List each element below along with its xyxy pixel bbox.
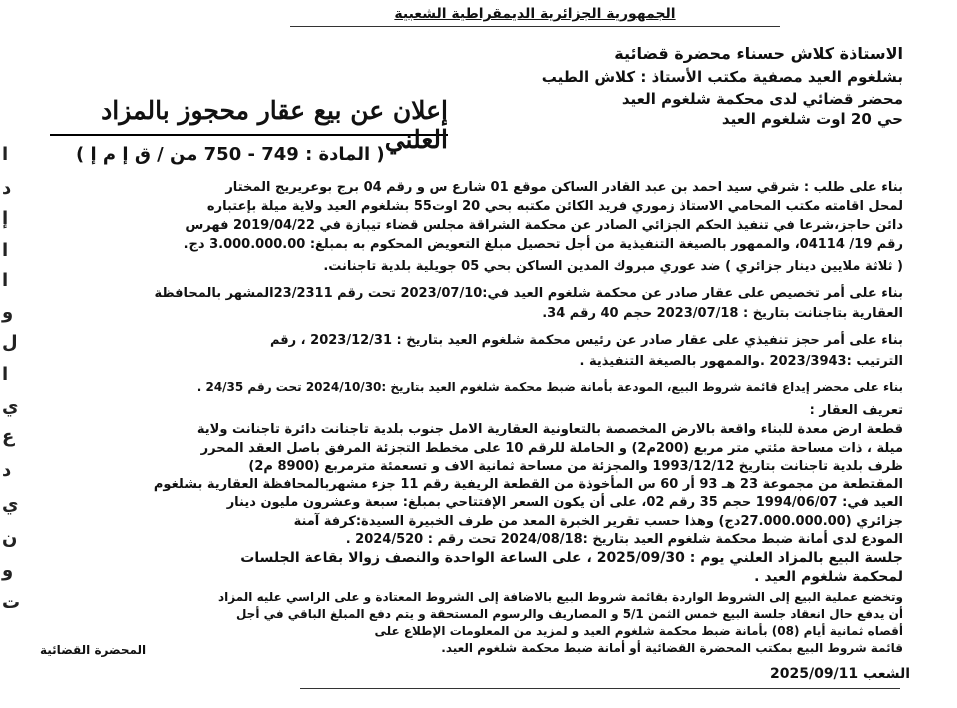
body-line: ميلة ، ذات مساحة مئتي متر مربع (200م2) و الحاملة للرقم 10 على مخطط التجزئة المرفق باصل العقد المحرر	[200, 441, 903, 456]
edge-letter: إ	[2, 208, 9, 229]
body-line: بناء على أمر تخصيص على عقار صادر عن محكمة شلغوم العيد في:2023/07/10 تحت رقم 23/2311المشهر بالمحافظة	[154, 286, 903, 301]
office-line-3: محضر قضائي لدى محكمة شلغوم العيد	[621, 90, 903, 108]
body-line: لمحكمة شلغوم العيد .	[754, 569, 903, 585]
body-line: قطعة ارض معدة للبناء واقعة بالارض المخصصة بالتعاونية العقارية الامل جنوب بلدية تاجنانت دائرة تاجنانت ولاية	[196, 422, 903, 437]
publication-footer: الشعب 2025/09/11	[770, 666, 911, 682]
republic-heading: الجمهورية الجزائرية الديمقراطية الشعبية	[394, 6, 676, 22]
body-line: المقتطعة من مجموعة 23 هـ 93 أر 60 س المأخوذة من القطعة الريفية رقم 11 جزء مشهربالمحافظة العقارية بشلغوم	[153, 477, 903, 492]
edge-letter: د	[2, 178, 12, 199]
body-line: بناء على محضر إيداع قائمة شروط البيع، المودعة بأمانة ضبط محكمة شلغوم العيد بتاريخ :2024/10/30 تحت رقم 24/35 .	[196, 380, 903, 394]
body-line: جزائري (27.000.000.00دج) وهذا حسب تقرير الخبرة المعد من طرف الخبيرة السيدة:كرفة آمنة	[293, 514, 903, 529]
office-line-4: حي 20 اوت شلغوم العيد	[721, 110, 903, 128]
body-line: رقم 19/ 04114، والممهور بالصيغة التنفيذية من أجل تحصيل مبلغ التعويض المحكوم به بمبلغ: 3.000.000.00 دج.	[183, 237, 903, 252]
body-line: العقارية بتاجنانت بتاريخ : 2023/07/18 حجم 40 رقم 34.	[542, 306, 903, 321]
body-line: الترتيب :2023/3943 .والممهور بالصيغة التنفيذية .	[579, 354, 903, 369]
announcement-title: إعلان عن بيع عقار محجوز بالمزاد العلني	[50, 96, 448, 136]
edge-letter: ن	[2, 528, 18, 549]
edge-letter: و	[2, 560, 14, 581]
top-divider	[290, 26, 780, 27]
edge-letter: ا	[2, 270, 9, 291]
edge-letter: ي	[2, 494, 19, 515]
edge-letter: ل	[2, 332, 18, 353]
adjacent-column-edge	[0, 130, 22, 690]
edge-letter: ا	[2, 364, 9, 385]
body-line: لمحل اقامته مكتب المحامي الاستاذ زموري فريد الكائن مكتبه بحي 20 اوت55 بشلغوم العيد ولاية ميلة بإعتباره	[206, 199, 903, 214]
body-line: ظرف بلدية تاجنانت بتاريخ 1993/12/12 والمجزئة من مساحة ثمانية الاف و تسعمئة مترمربع (8900 م2)	[248, 459, 903, 474]
body-line: بناء على طلب : شرقي سيد احمد بن عبد القادر الساكن موقع 01 شارع س و رقم 04 برج بوعريريج المختار	[225, 180, 903, 195]
body-line: قائمة شروط البيع بمكتب المحضرة القضائية أو أمانة ضبط محكمة شلغوم العيد.	[441, 641, 903, 655]
office-line-2: بشلغوم العيد مصفية مكتب الأستاذ : كلاش الطيب	[541, 68, 903, 86]
bottom-divider	[300, 688, 900, 689]
signature: المحضرة القضائية	[40, 643, 147, 657]
office-line-1: الاستاذة كلاش حسناء محضرة قضائية	[614, 44, 903, 63]
body-line: دائن حاجز،شرعا في تنفيذ الحكم الجزائي الصادر عن محكمة الشراقة مجلس قضاء تيبازة في 2019/04/22 فهرس	[185, 218, 903, 233]
edge-letter: ا	[2, 144, 9, 165]
body-line: وتخضع عملية البيع إلى الشروط الواردة بقائمة شروط البيع بالاضافة إلى الشروط المعتادة و على الراسي عليه المزاد	[218, 590, 903, 604]
body-line: ( ثلاثة ملايين دينار جزائري ) ضد عوري مبروك المدين الساكن بحي 05 جويلية بلدية تاجنانت.	[323, 259, 903, 274]
body-line: العيد في: 1994/06/07 حجم 35 رقم 02، على أن يكون السعر الإفتتاحي بمبلغ: سبعة وعشرون مليون دينار	[226, 495, 903, 510]
edge-letter: و	[2, 302, 14, 323]
body-line: تعريف العقار :	[809, 403, 903, 418]
edge-letter: ع	[2, 426, 15, 447]
edge-letter: ت	[2, 592, 21, 613]
body-line: بناء على أمر حجز تنفيذي على عقار صادر عن رئيس محكمة شلغوم العيد بتاريخ : 2023/12/31 ، رقم	[269, 333, 903, 348]
edge-letter: د	[2, 460, 12, 481]
body-line: أقصاه ثمانية أيام (08) بأمانة ضبط محكمة شلغوم العيد و لمزيد من المعلومات الإطلاع على	[374, 624, 903, 638]
case-article-number: ( المادة : 749 - 750 من / ق إ م إ )	[76, 144, 385, 165]
body-line: المودع لدى أمانة ضبط محكمة شلغوم العيد بتاريخ :2024/08/18 تحت رقم : 2024/520 .	[345, 532, 903, 547]
body-line: جلسة البيع بالمزاد العلني يوم : 2025/09/30 ، على الساعة الواحدة والنصف زوالا بقاعة الجلسات	[240, 550, 903, 566]
edge-letter: ا	[2, 240, 9, 261]
edge-letter: ي	[2, 396, 19, 417]
body-line: أن يدفع حال انعقاد جلسة البيع خمس الثمن 5/1 و المصاريف والرسوم المستحقة و يتم دفع المبلغ الباقي في أجل	[235, 607, 903, 621]
